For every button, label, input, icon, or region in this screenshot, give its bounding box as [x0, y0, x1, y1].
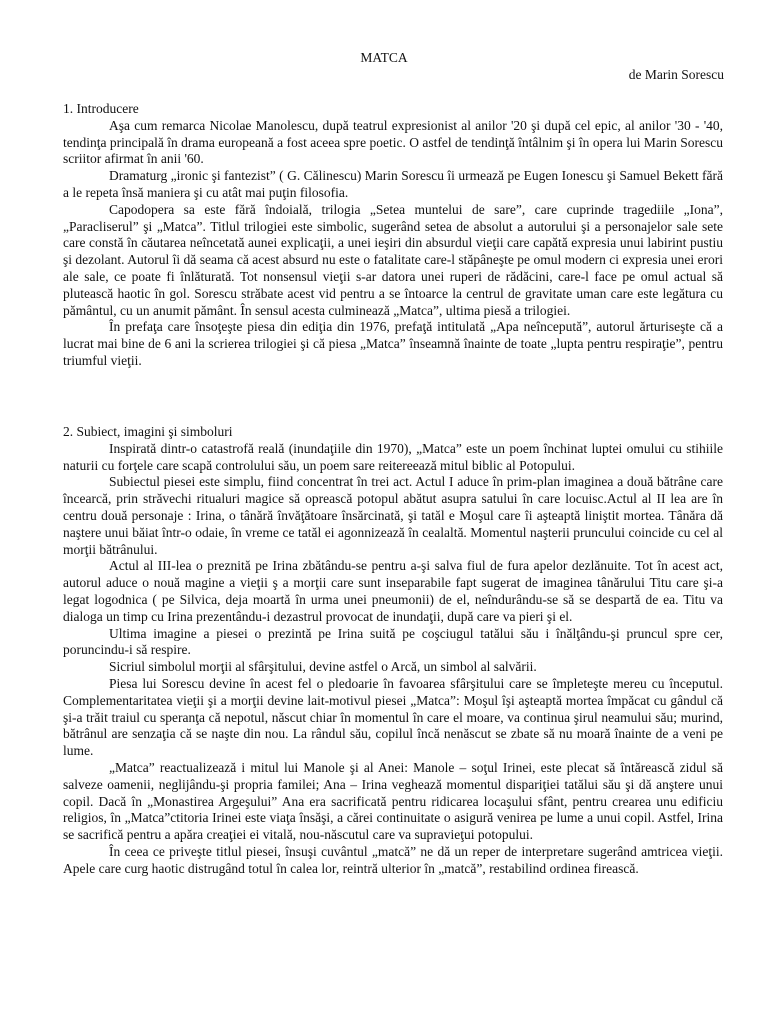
section-subject — [63, 424, 723, 878]
paragraph: În prefaţa care însoţeşte piesa din ediţia din 1976, prefaţă intitulată „Apa neîncepută”, autorul ărturiseşte că a lucrat mai bine de 6 ani la scrierea trilogiei şi că piesa „Matca” înseamnă înainte de toate „lupta pentru respiraţie”, pentru triumful vieţii. — [63, 319, 723, 368]
paragraph: Aşa cum remarca Nicolae Manolescu, după teatrul expresionist al anilor '20 şi după cel epic, al anilor '30 - '40, tendinţa principală în drama europeană a fost aceea spre poetic. O astfel de tendinţă întâlnim şi în opera lui Marin Sorescu scriitor afirmat în anii '60. — [63, 117, 723, 167]
document-author: de Marin Sorescu — [628, 67, 724, 82]
paragraph: Capodopera sa este fără îndoială, trilogia „Setea muntelui de sare”, care cuprinde tragediile „Iona”, „Paracliserul” şi „Matca”. Titlul trilogiei este simbolic, sugerând setea de absolut a autorului şi a personajelor sale sete care constă în căutarea neîncetată aunei explicaţii, a unei ieşiri din absurdul vieţii care capătă expresia unui labirint pustiu şi dezolant. Autorul îi dă seama că acest absurd nu este o fatalitate care-l stăpâneşte pe omul modern ci expresia unei erori ale sale, ce poate fi înlăturată. Tot nonsensul vieţii s-ar datora unei ruperi de rădăcini, care-l face pe omul actual să plutească haotic în gol. Sorescu străbate acest vid pentru a se întoarce la centrul de gravitate uman care este legătura cu pământul, cu un anumit pământ. În sensul acesta culminează „Matca”, ultima piesă a trilogiei. — [63, 201, 723, 318]
paragraph: „Matca” reactualizează i mitul lui Manole şi al Anei: Manole – soţul Irinei, este plecat să întărească zidul să salveze oamenii, neglijându-şi propria familei; Ana – Irina veghează momentul dispariţiei tatălui său şi dă anştere unui copil. Dacă în „Monastirea Argeşului” Ana era sacrificată pentru ridicarea locaşului sfânt, pentru crearea unu edificiu religios, în „Matca”ctitoria Irinei este viaţa însăşi, a cărei continuitate o asigură venirea pe lume a unui copil. Astfel, Irina se sacrifică pentru a apăra creaţiei ei vitală, nou-născutul care va supravieţui potopului. — [63, 759, 723, 843]
paragraph: Piesa lui Sorescu devine în acest fel o pledoarie în favoarea sfârşitului care se împleteşte mereu cu începutul. Complementaritatea vieţii şi a morţii devine lait-motivul piesei „Matca”: Moşul îşi aşteaptă mortea împăcat cu gândul că şi-a trăit traiul cu speranţa că nepotul, născut chiar în momentul în care el moare, va continua şirul neamului său; murind, bătrânul are senzaţia că se naşte din nou. La rândul său, copilul încă nenăscut se zbate să nu moară înainte de a veni pe lume. — [63, 675, 723, 759]
paragraph: Actul al III-lea o preznită pe Irina zbătându-se pentru a-şi salva fiul de fura apelor dezlănuite. Tot în acest act, autorul aduce o nouă magine a vieţii ş a morţii care sunt inseparabile fapt sugerat de imaginea tânărului Titu care şi-a legat logodnica ( pe Silvica, deja moartă în urma unei pneumonii) de el, neîndurându-se să se despartă de ea. Titu va dialoga un timp cu Irina prezentându-i dezastrul provocat de inundaţii, după care va pieri şi el. — [63, 558, 723, 624]
section-heading: 2. Subiect, imagini şi simboluri — [63, 424, 233, 439]
paragraph: În ceea ce priveşte titlul piesei, însuşi cuvântul „matcă” ne dă un reper de interpretare sugerând amtricea vieţii. Apele care curg haotic distrugând totul în calea lor, reintră ulterior în „matcă”, restabilind ordinea firească. — [63, 843, 723, 876]
document-title: MATCA — [360, 50, 408, 65]
paragraph: Sicriul simbolul morţii al sfârşitului, devine astfel o Arcă, un simbol al salvării. — [109, 659, 537, 675]
paragraph: Subiectul piesei este simplu, fiind concentrat în trei act. Actul I aduce în prim-plan imaginea a două bătrâne care încearcă, prin străvechi ritualuri magice să oprească potopul abătut asupra satului în care locuisc.Actul al II lea are în centru două personaje : Irina, o tânără învăţătoare însărcinată, şi tatăl e Moşul care îi aşteaptă liniştit mortea. Tânăra dă naştere unui băiat într-o odaie, în vreme ce tatăl ei agonnizează în cealaltă. Momentul naşterii pruncului coincide cu cel al morţii bătrânului. — [63, 474, 723, 557]
paragraph: Dramaturg „ironic şi fantezist” ( G. Călinescu) Marin Sorescu îi urmează pe Eugen Ionescu şi Samuel Bekett fără a le repeta însă maniera şi cu atât mai puţin filosofia. — [63, 168, 723, 200]
paragraph: Ultima imagine a piesei o prezintă pe Irina suită pe coşciugul tatălui său i înălţându-şi pruncul spre cer, poruncindu-i să respire. — [63, 625, 723, 658]
section-introduction — [63, 101, 723, 370]
paragraph: Inspirată dintr-o catastrofă reală (inundaţiile din 1970), „Matca” este un poem închinat luptei omului cu stihiile naturii cu forţele care scapă controlului său, un poem sare reitereează mitul biblic al Potopului. — [63, 440, 723, 473]
section-heading: 1. Introducere — [63, 101, 139, 116]
